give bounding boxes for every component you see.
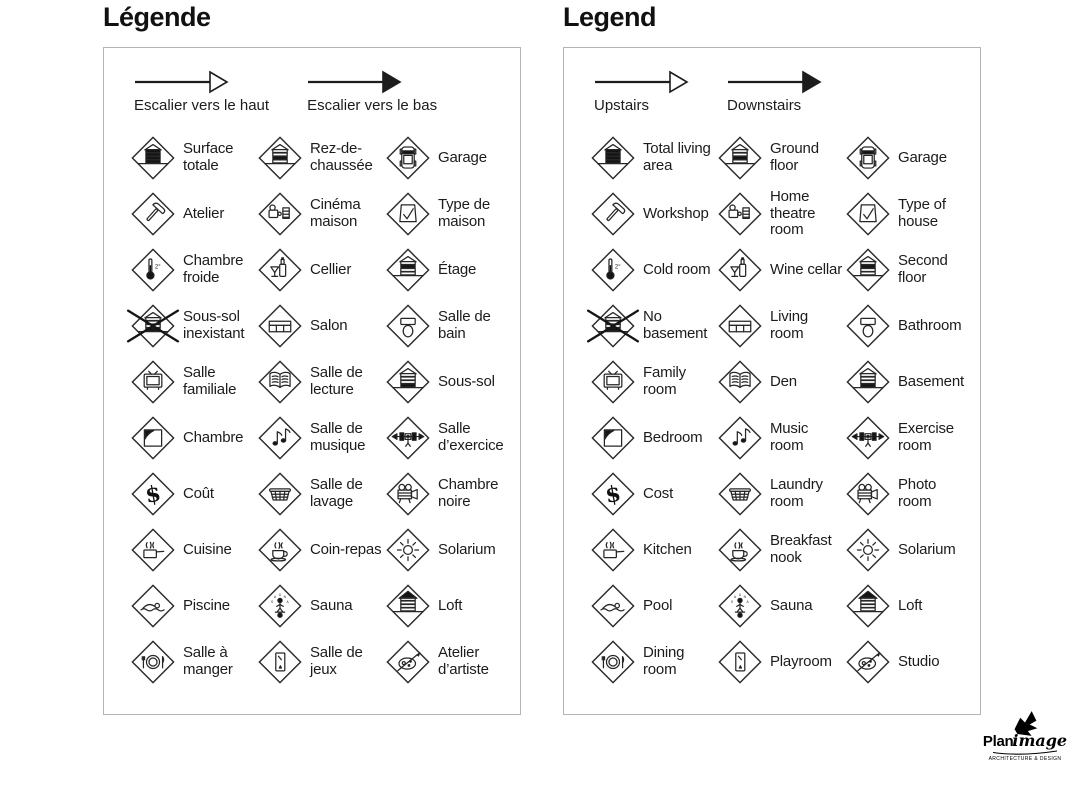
dollar-sign-icon	[590, 471, 636, 517]
legend-item	[590, 522, 717, 578]
legend-item	[257, 298, 385, 354]
sauna-person-icon	[257, 583, 303, 629]
legend-item	[845, 410, 967, 466]
legend-item	[130, 410, 257, 466]
legend-item	[257, 242, 385, 298]
legend-item	[385, 298, 507, 354]
legend-item-label: Loft	[438, 596, 463, 614]
legend-item-label: Étage	[438, 260, 477, 278]
legend-item-label: Salle à manger	[183, 644, 233, 678]
legend-item-label: Breakfast nook	[770, 532, 832, 566]
svg-text:A: A	[286, 600, 289, 605]
no-basement-icon	[590, 303, 636, 349]
legend-item-label: Kitchen	[643, 540, 692, 558]
dollar-sign-icon	[130, 471, 176, 517]
house-layers-ground-icon	[257, 135, 303, 181]
legend-item-label: Atelier d’artiste	[438, 644, 489, 678]
paint-palette-icon	[385, 639, 431, 685]
legend-item	[257, 354, 385, 410]
arrow-label: Escalier vers le haut	[134, 97, 270, 114]
legend-item-label: Atelier	[183, 204, 225, 222]
legend-item-label: Type de maison	[438, 196, 490, 230]
house-layers-loft-icon	[845, 583, 891, 629]
wine-bottle-glass-icon	[717, 247, 763, 293]
legend-item-label: Bathroom	[898, 316, 962, 334]
legend-item-label: Laundry room	[770, 476, 823, 510]
legend-item	[130, 242, 257, 298]
car-top-view-icon	[845, 135, 891, 181]
brand-plan-text: Plan	[982, 733, 1014, 750]
svg-text:U: U	[738, 592, 742, 597]
stairs-arrows-row	[594, 70, 860, 114]
legend-item-label: Ground floor	[770, 140, 819, 174]
legend-item	[257, 186, 385, 242]
thermometer-icon	[130, 247, 176, 293]
legend-item-label: Garage	[438, 148, 487, 166]
legend-item-label: Garage	[898, 148, 947, 166]
legend-item	[717, 634, 845, 690]
barbell-icon	[845, 415, 891, 461]
legend-item-label: Type of house	[898, 196, 946, 230]
legend-item	[717, 522, 845, 578]
legend-item-label: Exercise room	[898, 420, 954, 454]
legend-item	[130, 354, 257, 410]
legend-item	[130, 130, 257, 186]
film-camera-icon	[385, 471, 431, 517]
legend-item	[590, 634, 717, 690]
legend-item-label: Cellier	[310, 260, 352, 278]
legend-item	[845, 130, 967, 186]
legend-item	[257, 130, 385, 186]
house-layers-basement-icon	[845, 359, 891, 405]
legend-item	[385, 410, 507, 466]
legend-item-label: Salle d’exercice	[438, 420, 504, 454]
toilet-icon	[385, 303, 431, 349]
stairs-arrows-row	[134, 70, 475, 114]
sun-icon	[385, 527, 431, 573]
laundry-basket-icon	[717, 471, 763, 517]
svg-text:N: N	[283, 595, 287, 600]
legend-item-label: Cost	[643, 484, 674, 502]
legend-item-label: Piscine	[183, 596, 230, 614]
play-table-icon	[257, 639, 303, 685]
legend-item	[845, 466, 967, 522]
car-top-view-icon	[385, 135, 431, 181]
legend-item	[845, 522, 967, 578]
legend-items-grid	[590, 130, 967, 690]
planimage-logo	[975, 710, 1075, 762]
legend-item	[130, 298, 257, 354]
svg-text:A: A	[746, 600, 749, 605]
svg-text:N: N	[743, 595, 747, 600]
television-icon	[590, 359, 636, 405]
legend-item-label: Salon	[310, 316, 348, 334]
svg-text:A: A	[733, 595, 737, 600]
film-projector-icon	[257, 191, 303, 237]
legend-item-label: Second floor	[898, 252, 948, 286]
legend-item-label: Solarium	[438, 540, 496, 558]
legend-item	[385, 522, 507, 578]
arrow-label: Downstairs	[727, 97, 802, 114]
house-layers-second-icon	[845, 247, 891, 293]
legend-item-label: Workshop	[643, 204, 709, 222]
legend-item	[590, 298, 717, 354]
wine-bottle-glass-icon	[257, 247, 303, 293]
legend-item-label: Music room	[770, 420, 809, 454]
legend-item	[845, 634, 967, 690]
legend-item	[590, 578, 717, 634]
legend-item	[257, 634, 385, 690]
legend-panel-french	[103, 47, 521, 715]
legend-item-label: Chambre froide	[183, 252, 244, 286]
open-book-icon	[717, 359, 763, 405]
legend-item	[717, 242, 845, 298]
legend-item	[130, 522, 257, 578]
legend-item-label: Sauna	[770, 596, 813, 614]
outline-arrow-icon	[134, 70, 229, 94]
legend-item	[590, 130, 717, 186]
brand-image-text: image	[1012, 731, 1068, 750]
legend-item	[385, 130, 507, 186]
legend-item-label: Cuisine	[183, 540, 232, 558]
dining-plate-icon	[130, 639, 176, 685]
legend-item	[717, 578, 845, 634]
filled-arrow-icon	[307, 70, 402, 94]
legend-item-label: Coût	[183, 484, 214, 502]
legend-item-label: Salle de musique	[310, 420, 366, 454]
legend-item	[385, 186, 507, 242]
legend-item	[717, 298, 845, 354]
legend-item-label: Bedroom	[643, 428, 703, 446]
legend-item	[130, 466, 257, 522]
logo-tagline: ARCHITECTURE & DESIGN	[988, 756, 1062, 762]
legend-item-label: Cinéma maison	[310, 196, 361, 230]
arrow-label: Escalier vers le bas	[307, 97, 438, 114]
legend-item-label: Salle familiale	[183, 364, 237, 398]
legend-item-label: Cold room	[643, 260, 711, 278]
cooking-pot-icon	[130, 527, 176, 573]
arrow-label: Upstairs	[594, 97, 650, 114]
legend-item-label: Chambre noire	[438, 476, 499, 510]
legend-item-label: Wine cellar	[770, 260, 842, 278]
legend-item	[845, 298, 967, 354]
bed-icon	[130, 415, 176, 461]
stairs-down-arrow	[727, 70, 822, 114]
legend-item-label: Salle de lecture	[310, 364, 363, 398]
legend-item	[845, 186, 967, 242]
legend-item	[385, 634, 507, 690]
house-layers-total-icon	[130, 135, 176, 181]
filled-arrow-icon	[727, 70, 822, 94]
legend-item-label: Sauna	[310, 596, 353, 614]
music-notes-icon	[257, 415, 303, 461]
legend-item-label: Surface totale	[183, 140, 234, 174]
coffee-cup-icon	[717, 527, 763, 573]
legend-item	[717, 466, 845, 522]
dining-plate-icon	[590, 639, 636, 685]
television-icon	[130, 359, 176, 405]
stairs-up-arrow	[134, 70, 269, 114]
legend-panel-english	[563, 47, 981, 715]
legend-item	[257, 522, 385, 578]
swimmer-icon	[130, 583, 176, 629]
legend-item-label: No basement	[643, 308, 708, 342]
bed-icon	[590, 415, 636, 461]
check-document-icon	[845, 191, 891, 237]
legend-item	[717, 354, 845, 410]
legend-item-label: Salle de lavage	[310, 476, 363, 510]
svg-text:U: U	[278, 592, 282, 597]
legend-item-label: Loft	[898, 596, 923, 614]
house-layers-second-icon	[385, 247, 431, 293]
paint-palette-icon	[845, 639, 891, 685]
legend-item-label: Photo room	[898, 476, 937, 510]
house-layers-loft-icon	[385, 583, 431, 629]
cooking-pot-icon	[590, 527, 636, 573]
play-table-icon	[717, 639, 763, 685]
film-projector-icon	[717, 191, 763, 237]
sofa-icon	[257, 303, 303, 349]
hammer-icon	[130, 191, 176, 237]
legend-item	[717, 130, 845, 186]
legend-item	[385, 354, 507, 410]
svg-text:$: $	[143, 480, 163, 509]
svg-text:$: $	[603, 480, 623, 509]
legend-item-label: Chambre	[183, 428, 244, 446]
legend-item	[130, 578, 257, 634]
legend-item	[385, 578, 507, 634]
legend-item-label: Living room	[770, 308, 808, 342]
svg-text:S: S	[270, 600, 274, 605]
legend-item	[590, 466, 717, 522]
legend-item-label: Salle de bain	[438, 308, 491, 342]
film-camera-icon	[845, 471, 891, 517]
legend-item-label: Sous-sol inexistant	[183, 308, 245, 342]
stairs-up-arrow	[594, 70, 689, 114]
music-notes-icon	[717, 415, 763, 461]
house-layers-ground-icon	[717, 135, 763, 181]
legend-item-label: Basement	[898, 372, 964, 390]
svg-text:2°: 2°	[614, 264, 621, 271]
thermometer-icon	[590, 247, 636, 293]
swimmer-icon	[590, 583, 636, 629]
coffee-cup-icon	[257, 527, 303, 573]
legend-item-label: Total living area	[643, 140, 711, 174]
legend-item	[717, 186, 845, 242]
legend-item	[130, 634, 257, 690]
legend-item	[590, 186, 717, 242]
legend-item-label: Family room	[643, 364, 686, 398]
legend-item	[845, 354, 967, 410]
laundry-basket-icon	[257, 471, 303, 517]
legend-item-label: Studio	[898, 652, 940, 670]
legend-item	[590, 410, 717, 466]
legend-item	[845, 242, 967, 298]
legend-item	[130, 186, 257, 242]
brand-underline-flourish	[992, 750, 1058, 755]
toilet-icon	[845, 303, 891, 349]
house-layers-basement-icon	[385, 359, 431, 405]
legend-item-label: Dining room	[643, 644, 685, 678]
legend-item-label: Salle de jeux	[310, 644, 363, 678]
legend-item	[845, 578, 967, 634]
legend-item	[257, 578, 385, 634]
sun-icon	[845, 527, 891, 573]
legend-item	[385, 466, 507, 522]
no-basement-icon	[130, 303, 176, 349]
legend-item-label: Sous-sol	[438, 372, 495, 390]
legend-item-label: Den	[770, 372, 797, 390]
legend-items-grid	[130, 130, 507, 690]
legend-item	[385, 242, 507, 298]
legend-item-label: Pool	[643, 596, 673, 614]
legend-item	[590, 242, 717, 298]
svg-text:2°: 2°	[154, 264, 161, 271]
planimage-brand	[983, 733, 1067, 750]
legend-item-label: Coin-repas	[310, 540, 382, 558]
sauna-person-icon	[717, 583, 763, 629]
svg-text:S: S	[730, 600, 734, 605]
barbell-icon	[385, 415, 431, 461]
legend-item-label: Rez-de-chaussée	[310, 140, 373, 174]
legend-item	[590, 354, 717, 410]
hammer-icon	[590, 191, 636, 237]
outline-arrow-icon	[594, 70, 689, 94]
sofa-icon	[717, 303, 763, 349]
legend-title-english: Legend	[563, 2, 657, 32]
open-book-icon	[257, 359, 303, 405]
legend-item	[717, 410, 845, 466]
legend-item	[257, 410, 385, 466]
legend-item-label: Playroom	[770, 652, 832, 670]
house-layers-total-icon	[590, 135, 636, 181]
legend-item-label: Home theatre room	[770, 187, 816, 239]
svg-text:A: A	[273, 595, 277, 600]
stairs-down-arrow	[307, 70, 437, 114]
legend-title-french: Légende	[103, 2, 211, 32]
legend-item-label: Solarium	[898, 540, 956, 558]
check-document-icon	[385, 191, 431, 237]
legend-item	[257, 466, 385, 522]
